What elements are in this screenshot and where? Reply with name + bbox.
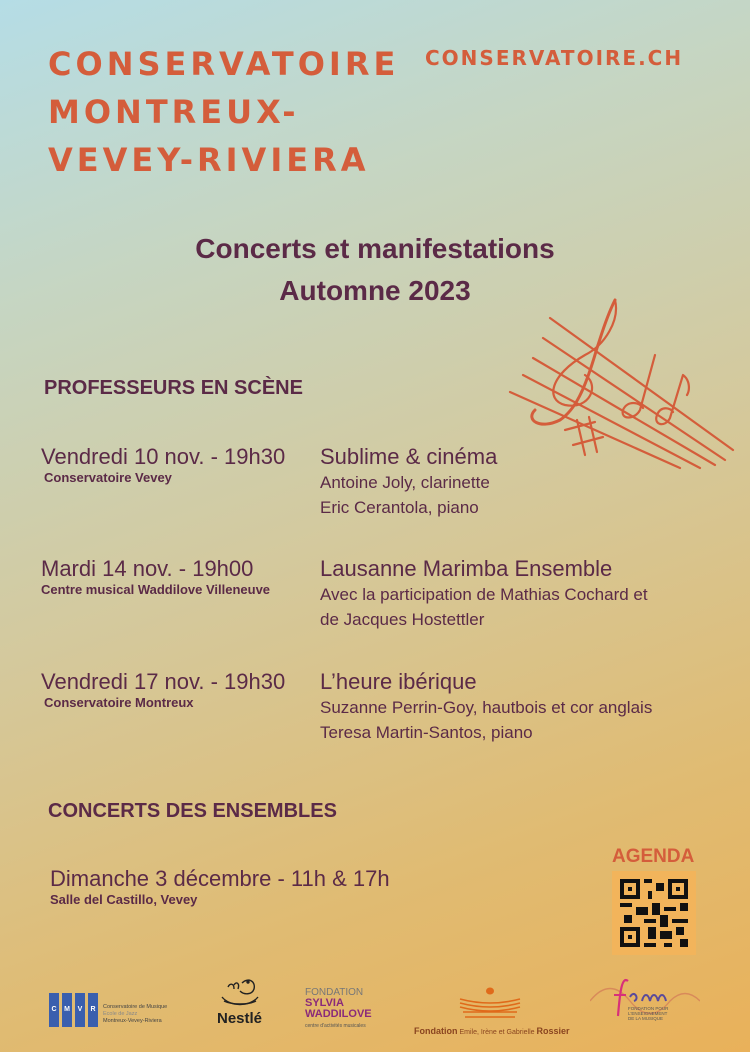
event-venue: Centre musical Waddilove Villeneuve <box>41 582 271 597</box>
title-line-3: VEVEY-RIVIERA <box>48 141 370 179</box>
event-performer: Suzanne Perrin-Goy, hautbois et cor anglais <box>320 698 653 717</box>
event-performer: Eric Cerantola, piano <box>320 498 479 517</box>
qr-code-icon[interactable] <box>612 871 696 955</box>
event-title: L’heure ibérique <box>320 669 477 694</box>
fem-logo: FONDATION POUR L'ENSEIGNEMENT DE LA MUSIQUE <box>590 971 700 1031</box>
agenda-label: AGENDA <box>612 846 695 867</box>
waddilove-logo: FONDATION SYLVIA WADDILOVE centre d'activités musicales <box>305 987 372 1029</box>
title-line-1: CONSERVATOIRE <box>48 45 400 83</box>
conservatoire-title <box>48 40 399 184</box>
event-3-datetime <box>41 669 285 710</box>
event-title: Lausanne Marimba Ensemble <box>320 556 613 581</box>
bird-nest-icon <box>218 975 262 1009</box>
sound-wave-icon <box>590 971 700 1031</box>
event-venue: Conservatoire Vevey <box>44 470 172 485</box>
event-1-details <box>320 444 497 520</box>
rossier-logo: Fondation Emile, Irène et Gabrielle Rossier <box>414 985 566 1036</box>
sponsor-logos <box>0 965 750 1045</box>
event-date: Mardi 14 nov. - 19h00 <box>41 556 254 581</box>
sun-waves-icon <box>455 985 525 1021</box>
subtitle-line-2: Automne 2023 <box>279 275 471 306</box>
title-line-2: MONTREUX- <box>48 93 300 131</box>
section-heading-ensembles: CONCERTS DES ENSEMBLES <box>48 800 337 822</box>
event-date: Vendredi 17 nov. - 19h30 <box>41 669 286 694</box>
treble-clef-staff-icon <box>505 290 740 470</box>
event-2-datetime <box>41 556 270 597</box>
subtitle-line-1: Concerts et manifestations <box>195 233 555 264</box>
section-heading-professeurs: PROFESSEURS EN SCÈNE <box>44 377 303 399</box>
event-2-details <box>320 556 648 632</box>
event-venue: Conservatoire Montreux <box>44 695 194 710</box>
event-performer: de Jacques Hostettler <box>320 610 485 629</box>
event-performer: Antoine Joly, clarinette <box>320 473 490 492</box>
event-venue: Salle del Castillo, Vevey <box>50 892 198 907</box>
ensembles-event <box>50 866 390 907</box>
cmvr-logo: C M V R Conservatoire de Musique Ecole de Jazz Montreux-Vevey-Riviera <box>49 993 167 1027</box>
website-link[interactable]: CONSERVATOIRE.CH <box>425 46 684 70</box>
event-3-details <box>320 669 652 745</box>
event-title: Sublime & cinéma <box>320 444 498 469</box>
nestle-logo: Nestlé <box>212 975 267 1027</box>
event-1-datetime <box>41 444 285 485</box>
event-date: Dimanche 3 décembre - 11h & 17h <box>50 866 390 891</box>
event-performer: Avec la participation de Mathias Cochard et <box>320 585 648 604</box>
event-performer: Teresa Martin-Santos, piano <box>320 723 533 742</box>
event-date: Vendredi 10 nov. - 19h30 <box>41 444 286 469</box>
